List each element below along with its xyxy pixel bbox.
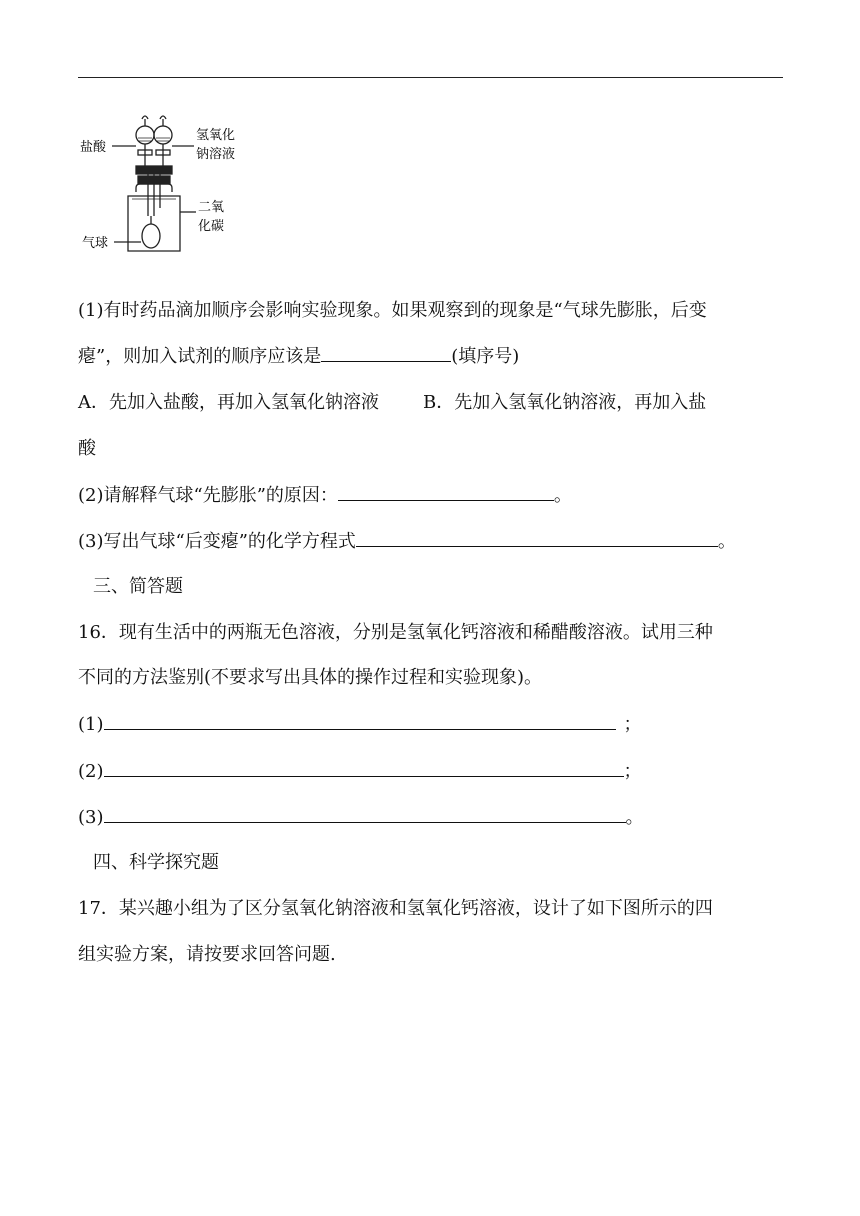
q16-item2-label: (2) (78, 761, 104, 782)
label-naoh-line2: 钠溶液 (196, 147, 236, 162)
header-rule (78, 77, 783, 78)
answer-blank-method1[interactable] (104, 711, 616, 730)
q16-item2 (78, 758, 642, 785)
answer-blank-order[interactable] (321, 343, 451, 362)
q16-stem-line2: 不同的方法鉴别(不要求写出具体的操作过程和实验现象)。 (78, 667, 543, 688)
q17-stem-line2: 组实验方案，请按要求回答问题. (78, 944, 336, 965)
q15-part1-line1: (1)有时药品滴加顺序会影响实验现象。如果观察到的现象是“气球先膨胀，后变 (78, 300, 707, 321)
q15-part1-hint: (填序号) (451, 346, 520, 367)
q15-part1-text: 瘪”，则加入试剂的顺序应该是 (78, 346, 322, 367)
q16-item3-end: 。 (625, 807, 644, 828)
option-a: A．先加入盐酸，再加入氢氧化钠溶液 (78, 392, 379, 413)
q15-options-line2: 酸 (78, 438, 96, 459)
q16-stem-line1: 16．现有生活中的两瓶无色溶液，分别是氢氧化钙溶液和稀醋酸溶液。试用三种 (78, 622, 713, 643)
apparatus-figure (78, 108, 258, 268)
q16-item1-label: (1) (78, 714, 104, 735)
label-balloon: 气球 (82, 236, 109, 251)
label-naoh-line1: 氢氧化 (196, 128, 236, 143)
section3-title: 三、简答题 (93, 576, 183, 597)
q15-part3-text: (3)写出气球“后变瘪”的化学方程式 (78, 531, 356, 552)
label-co2-line2: 化碳 (198, 219, 225, 234)
section4-title: 四、科学探究题 (93, 852, 219, 873)
option-b: B．先加入氢氧化钠溶液，再加入盐 (423, 392, 707, 413)
q15-part2 (78, 482, 572, 509)
q15-part1-line2 (78, 343, 519, 370)
answer-blank-reason[interactable] (338, 482, 554, 501)
label-co2-line1: 二氧 (198, 200, 225, 215)
answer-blank-method3[interactable] (104, 804, 626, 823)
label-hydrochloric-acid: 盐酸 (80, 140, 107, 155)
answer-blank-equation[interactable] (356, 528, 718, 547)
q15-part3-end: 。 (717, 531, 736, 552)
q16-item3-label: (3) (78, 807, 104, 828)
q15-part2-end: 。 (553, 485, 572, 506)
answer-blank-method2[interactable] (104, 758, 624, 777)
q16-item1-end: ； (623, 714, 642, 735)
q15-part3 (78, 528, 736, 555)
q15-part2-text: (2)请解释气球“先膨胀”的原因： (78, 485, 338, 506)
q16-item2-end: ； (623, 761, 642, 782)
q15-options-line1 (78, 390, 706, 416)
q16-item1 (78, 711, 642, 738)
q16-item3 (78, 804, 644, 831)
q17-stem-line1: 17．某兴趣小组为了区分氢氧化钠溶液和氢氧化钙溶液，设计了如下图所示的四 (78, 898, 713, 919)
